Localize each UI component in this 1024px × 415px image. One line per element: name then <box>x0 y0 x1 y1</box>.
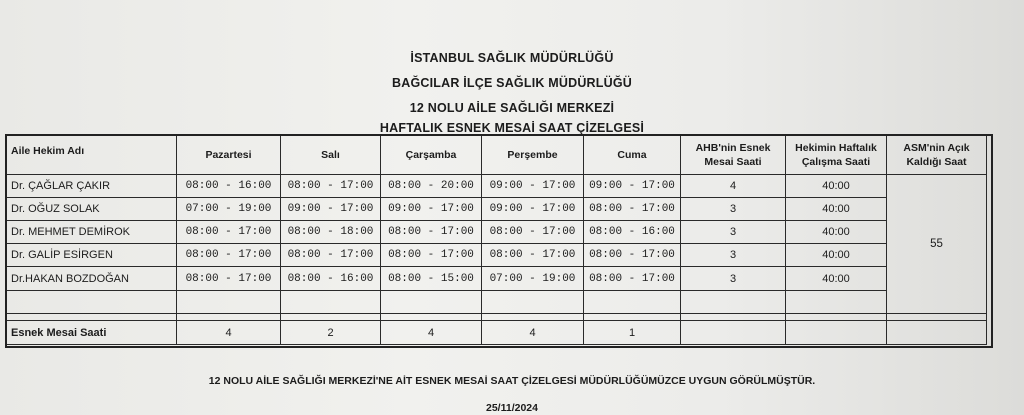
schedule-cell: 3 <box>681 198 786 221</box>
totals-cell <box>887 321 987 345</box>
spacer-cell <box>7 314 177 321</box>
totals-cell: 2 <box>281 321 381 345</box>
schedule-cell: 08:00 - 17:00 <box>381 221 482 244</box>
schedule-cell: 08:00 - 20:00 <box>381 175 482 198</box>
schedule-cell: 08:00 - 16:00 <box>281 267 381 291</box>
spacer-cell <box>584 314 681 321</box>
totals-cell <box>786 321 887 345</box>
schedule-cell <box>584 291 681 314</box>
schedule-cell: 08:00 - 17:00 <box>584 267 681 291</box>
header-cell: Pazartesi <box>177 136 281 175</box>
header-cell: Cuma <box>584 136 681 175</box>
schedule-cell: 08:00 - 18:00 <box>281 221 381 244</box>
schedule-cell: 08:00 - 17:00 <box>482 221 584 244</box>
header-cell: Çarşamba <box>381 136 482 175</box>
totals-cell <box>681 321 786 345</box>
schedule-cell: 08:00 - 17:00 <box>177 267 281 291</box>
doctor-name-cell: Dr.HAKAN BOZDOĞAN <box>7 267 177 291</box>
header-cell: Perşembe <box>482 136 584 175</box>
totals-cell: 4 <box>177 321 281 345</box>
spacer-cell <box>887 314 987 321</box>
center-heading: 12 NOLU AİLE SAĞLIĞI MERKEZİ <box>409 101 615 115</box>
header-cell: Aile Hekim Adı <box>7 136 177 175</box>
schedule-cell: 08:00 - 17:00 <box>584 244 681 267</box>
schedule-table <box>5 134 993 348</box>
schedule-cell: 40:00 <box>786 244 887 267</box>
header-cell: Salı <box>281 136 381 175</box>
approval-date: 25/11/2024 <box>486 402 538 414</box>
schedule-cell: 08:00 - 17:00 <box>177 244 281 267</box>
schedule-cell: 08:00 - 16:00 <box>584 221 681 244</box>
schedule-cell: 08:00 - 17:00 <box>482 244 584 267</box>
totals-cell: 4 <box>482 321 584 345</box>
schedule-cell: 40:00 <box>786 175 887 198</box>
spacer-cell <box>786 314 887 321</box>
doctor-name-cell: Dr. ÇAĞLAR ÇAKIR <box>7 175 177 198</box>
schedule-cell <box>177 291 281 314</box>
schedule-cell: 09:00 - 17:00 <box>281 198 381 221</box>
schedule-cell: 08:00 - 17:00 <box>177 221 281 244</box>
spacer-cell <box>482 314 584 321</box>
spacer-cell <box>281 314 381 321</box>
doctor-name-cell: Dr. GALİP ESİRGEN <box>7 244 177 267</box>
schedule-cell <box>482 291 584 314</box>
schedule-cell: 40:00 <box>786 221 887 244</box>
schedule-cell: 07:00 - 19:00 <box>482 267 584 291</box>
schedule-cell: 3 <box>681 267 786 291</box>
schedule-cell: 09:00 - 17:00 <box>482 198 584 221</box>
schedule-cell <box>681 291 786 314</box>
spacer-cell <box>177 314 281 321</box>
totals-cell: 1 <box>584 321 681 345</box>
header-cell: Hekimin Haftalık Çalışma Saati <box>786 136 887 175</box>
approval-note: 12 NOLU AİLE SAĞLIĞI MERKEZİ'NE AİT ESNEK MESAİ SAAT ÇİZELGESİ MÜDÜRLÜĞÜMÜZCE UYGUN GÖRÜLMÜŞTÜR. <box>208 375 816 387</box>
schedule-cell: 08:00 - 17:00 <box>584 198 681 221</box>
schedule-cell: 08:00 - 17:00 <box>381 244 482 267</box>
header-cell: ASM'nin Açık Kaldığı Saat <box>887 136 987 175</box>
open-hours-cell: 55 <box>887 175 987 314</box>
schedule-title: HAFTALIK ESNEK MESAİ SAAT ÇİZELGESİ <box>379 121 645 135</box>
spacer-cell <box>681 314 786 321</box>
totals-label: Esnek Mesai Saati <box>7 321 177 345</box>
schedule-cell: 08:00 - 17:00 <box>281 175 381 198</box>
doctor-name-cell <box>7 291 177 314</box>
schedule-cell: 07:00 - 19:00 <box>177 198 281 221</box>
schedule-cell: 40:00 <box>786 267 887 291</box>
totals-cell: 4 <box>381 321 482 345</box>
schedule-cell: 40:00 <box>786 198 887 221</box>
schedule-cell: 08:00 - 17:00 <box>281 244 381 267</box>
schedule-cell: 08:00 - 16:00 <box>177 175 281 198</box>
schedule-cell: 3 <box>681 244 786 267</box>
schedule-cell: 09:00 - 17:00 <box>584 175 681 198</box>
header-cell: AHB'nin Esnek Mesai Saati <box>681 136 786 175</box>
district-heading: BAĞCILAR İLÇE SAĞLIK MÜDÜRLÜĞÜ <box>391 76 632 90</box>
doctor-name-cell: Dr. OĞUZ SOLAK <box>7 198 177 221</box>
schedule-cell <box>786 291 887 314</box>
schedule-cell: 08:00 - 15:00 <box>381 267 482 291</box>
schedule-cell <box>281 291 381 314</box>
schedule-cell: 4 <box>681 175 786 198</box>
schedule-cell: 09:00 - 17:00 <box>381 198 482 221</box>
schedule-cell <box>381 291 482 314</box>
ministry-heading: İSTANBUL SAĞLIK MÜDÜRLÜĞÜ <box>410 51 614 65</box>
spacer-cell <box>381 314 482 321</box>
doctor-name-cell: Dr. MEHMET DEMİROK <box>7 221 177 244</box>
schedule-cell: 3 <box>681 221 786 244</box>
schedule-cell: 09:00 - 17:00 <box>482 175 584 198</box>
